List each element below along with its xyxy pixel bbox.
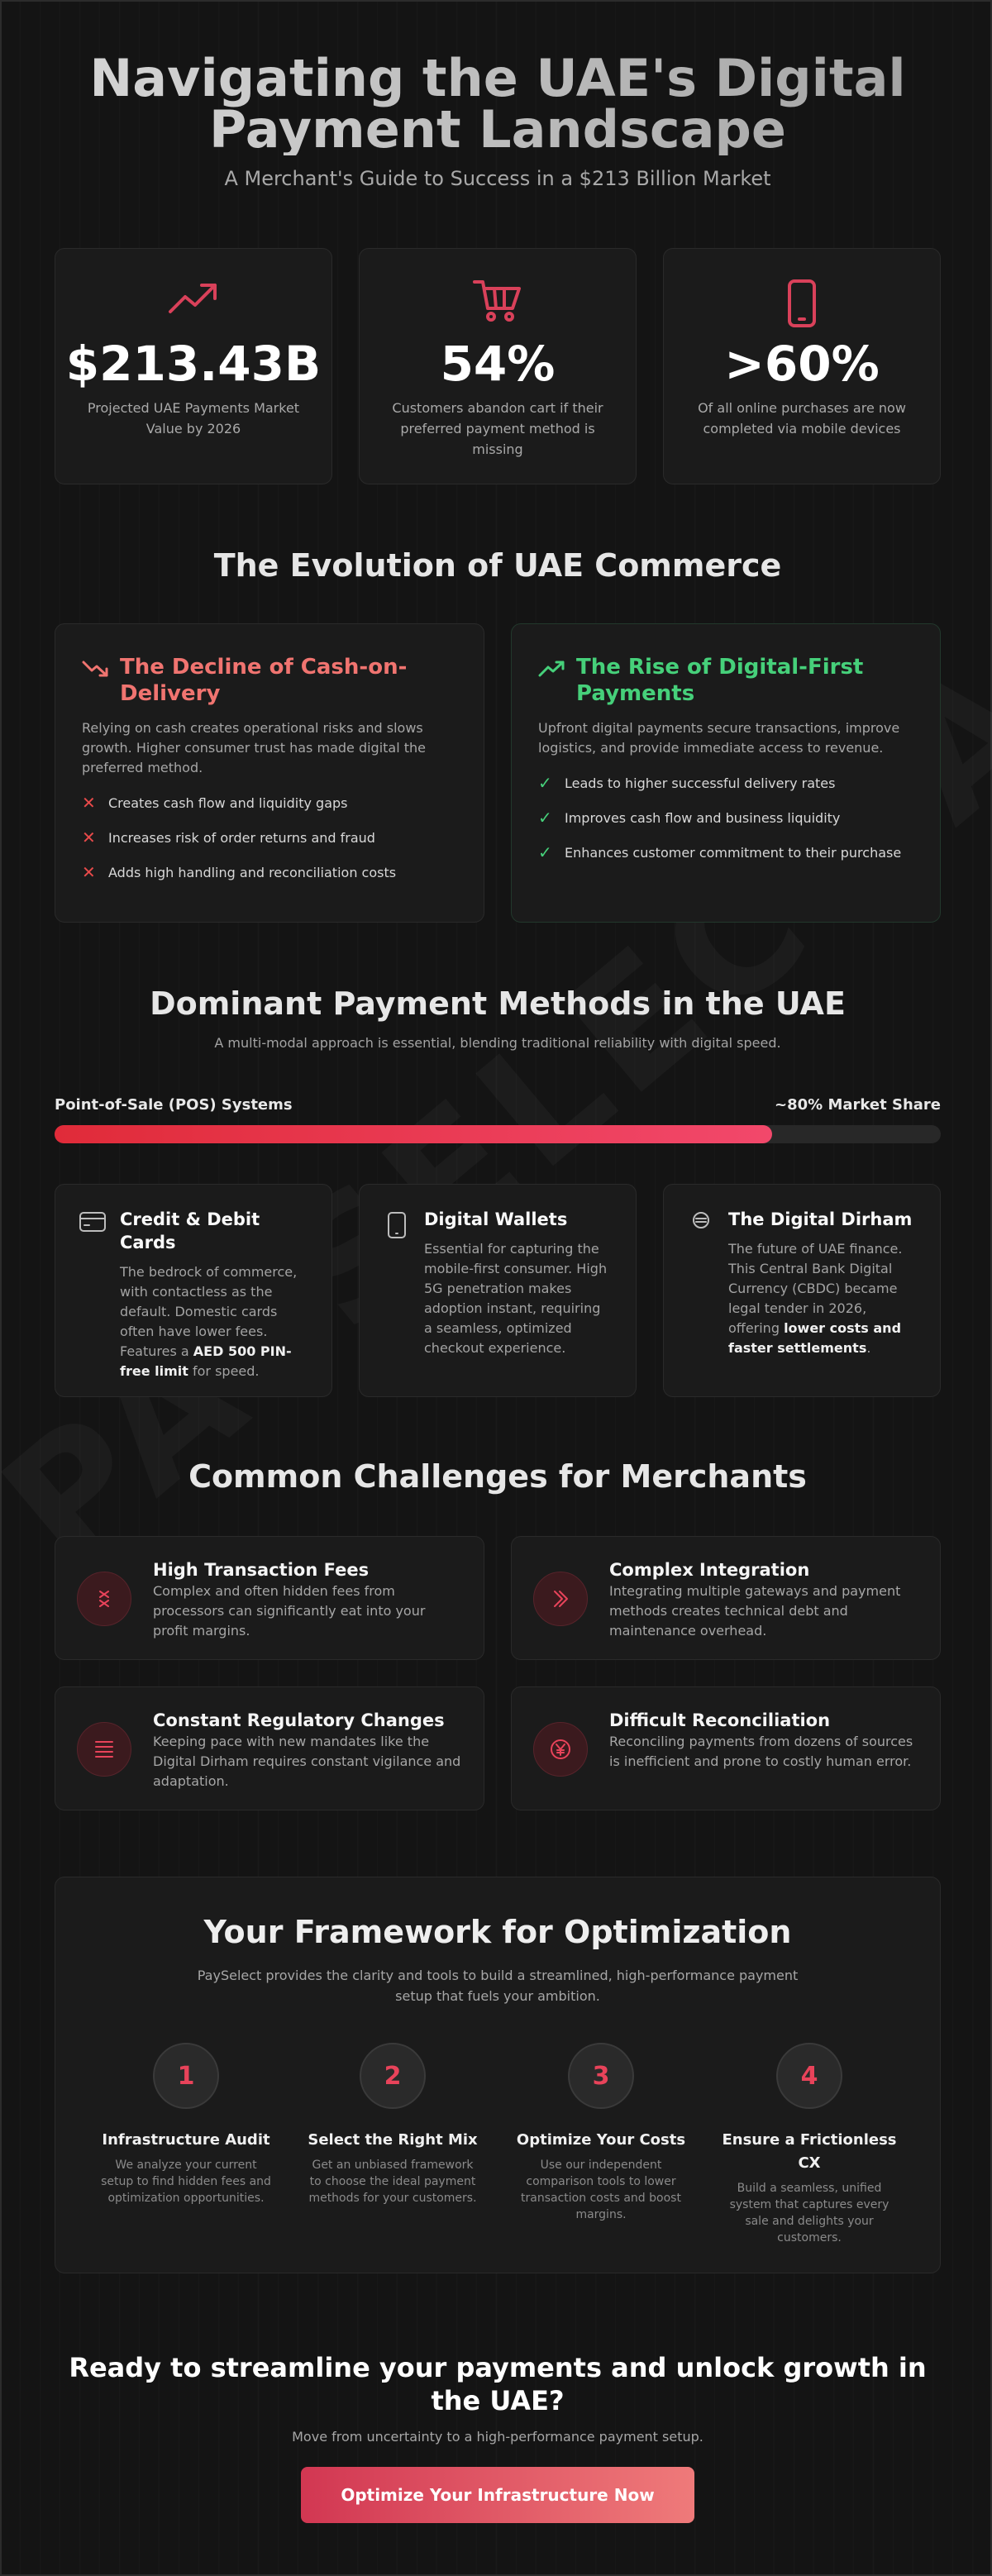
optimize-infrastructure-button[interactable]: Optimize Your Infrastructure Now (301, 2467, 694, 2523)
method-title: Digital Wallets (424, 1209, 568, 1229)
challenge-title: Difficult Reconciliation (609, 1710, 831, 1730)
challenge-title: High Transaction Fees (153, 1560, 370, 1580)
method-card-wallets (359, 1184, 637, 1397)
cta-section (55, 2351, 941, 2445)
pos-share-label: ~80% Market Share (775, 1096, 941, 1114)
evolution-section (55, 547, 941, 584)
stat-value: 54% (440, 336, 556, 392)
method-card-cards (55, 1184, 332, 1397)
method-description: The future of UAE finance. This Central Bank Digital Currency (CBDC) became legal tender in 2026, offering lower costs and faster settlements. (728, 1241, 903, 1356)
pos-share-fill (55, 1125, 772, 1143)
challenge-card-reconciliation (511, 1686, 941, 1810)
shopping-cart-icon (473, 279, 522, 327)
pos-share-bar (55, 1125, 941, 1143)
fees-x-icon (77, 1572, 131, 1626)
framework-subtitle: PaySelect provides the clarity and tools to build a streamlined, high-performance payment setup that fuels your ambition. (197, 1968, 799, 2004)
stat-label: Projected UAE Payments Market Value by 2026 (87, 400, 300, 436)
reconciliation-coin-icon (533, 1722, 588, 1777)
challenge-card-regulatory (55, 1686, 484, 1810)
list-item-text: Improves cash flow and business liquidity (565, 809, 841, 826)
dirham-coin-icon (687, 1211, 715, 1373)
step-description: Get an unbiased framework to choose the ideal payment methods for your customers. (308, 2159, 477, 2205)
integration-chevrons-icon (533, 1572, 588, 1626)
trending-up-icon (167, 279, 220, 322)
list-item-text: Adds high handling and reconciliation costs (108, 864, 397, 880)
step-number: 1 (153, 2043, 219, 2109)
stat-card-cart-abandon (359, 248, 637, 484)
step-title: Optimize Your Costs (516, 2131, 686, 2149)
challenge-description: Complex and often hidden fees from processors can significantly eat into your profit margins. (153, 1583, 426, 1639)
cta-title: Ready to streamline your payments and unlock growth in the UAE? (69, 2352, 927, 2416)
stat-value: $213.43B (65, 336, 322, 392)
smartphone-icon (383, 1211, 411, 1373)
method-card-dirham (663, 1184, 941, 1397)
check-mark-icon: ✓ (538, 842, 552, 862)
step-title: Select the Right Mix (308, 2131, 478, 2149)
step-2 (300, 2043, 485, 2206)
hero (55, 48, 941, 190)
x-mark-icon: ✕ (82, 862, 96, 882)
step-title: Ensure a Frictionless CX (722, 2131, 897, 2172)
step-number: 2 (360, 2043, 426, 2109)
list-item (82, 793, 457, 813)
cta-subtitle: Move from uncertainty to a high-performance payment setup. (292, 2429, 703, 2445)
hero-title-line1: Navigating the UAE's Digital (89, 48, 906, 108)
challenge-card-fees (55, 1536, 484, 1660)
list-item-text: Creates cash flow and liquidity gaps (108, 794, 348, 811)
methods-section (55, 985, 941, 1051)
method-title: Credit & Debit Cards (120, 1209, 260, 1252)
step-number: 4 (776, 2043, 842, 2109)
rise-list (538, 773, 913, 862)
cod-decline-card (55, 623, 484, 923)
step-1 (93, 2043, 279, 2206)
list-item (82, 862, 457, 882)
list-item (538, 842, 913, 862)
stat-card-market-value (55, 248, 332, 484)
method-description: Essential for capturing the mobile-first consumer. High 5G penetration makes adoption instant, requiring a seamless, optimized checkout experience. (424, 1241, 608, 1356)
card-title: The Decline of Cash-on-Delivery (120, 655, 408, 706)
pos-label-row (55, 1096, 941, 1114)
stat-label: Customers abandon cart if their preferred payment method is missing (392, 400, 603, 457)
challenges-section (55, 1458, 941, 1495)
step-number: 3 (568, 2043, 634, 2109)
x-mark-icon: ✕ (82, 828, 96, 847)
hero-subtitle: A Merchant's Guide to Success in a $213 Billion Market (224, 167, 771, 190)
list-item (538, 808, 913, 828)
check-mark-icon: ✓ (538, 773, 552, 793)
card-description: Upfront digital payments secure transactions, improve logistics, and provide immediate access to revenue. (538, 720, 900, 756)
step-description: We analyze your current setup to find hidden fees and optimization opportunities. (101, 2159, 271, 2205)
challenge-card-integration (511, 1536, 941, 1660)
list-item-text: Enhances customer commitment to their purchase (565, 844, 902, 861)
hero-title-line2: Payment Landscape (209, 99, 786, 160)
list-item-text: Leads to higher successful delivery rates (565, 775, 836, 791)
digital-rise-card (511, 623, 941, 923)
trending-up-icon (538, 659, 565, 682)
step-title: Infrastructure Audit (102, 2131, 270, 2149)
section-subtitle: A multi-modal approach is essential, blending traditional reliability with digital speed. (214, 1035, 781, 1051)
card-title: The Rise of Digital-First Payments (576, 655, 864, 706)
challenge-description: Integrating multiple gateways and payment methods creates technical debt and maintenance overhead. (609, 1583, 901, 1639)
section-heading: Common Challenges for Merchants (188, 1458, 807, 1495)
list-item (538, 773, 913, 793)
pos-label: Point-of-Sale (POS) Systems (55, 1096, 293, 1114)
challenge-description: Reconciling payments from dozens of sources is inefficient and prone to costly human error. (609, 1734, 913, 1769)
framework-panel (55, 1877, 941, 2273)
check-mark-icon: ✓ (538, 808, 552, 828)
section-heading: The Evolution of UAE Commerce (213, 547, 782, 584)
regulation-lines-icon (77, 1722, 131, 1777)
method-description: The bedrock of commerce, with contactless as the default. Domestic cards often have lower fees. Features a AED 500 PIN-free limit for speed. (120, 1264, 298, 1379)
stat-label: Of all online purchases are now completed via mobile devices (698, 400, 906, 436)
section-heading: Dominant Payment Methods in the UAE (150, 985, 846, 1022)
challenge-description: Keeping pace with new mandates like the Digital Dirham requires constant vigilance and adaptation. (153, 1734, 461, 1789)
list-item (82, 828, 457, 847)
stat-card-mobile (663, 248, 941, 484)
decline-list (82, 793, 457, 882)
framework-heading: Your Framework for Optimization (203, 1914, 792, 1950)
trending-down-icon (82, 659, 108, 682)
challenge-title: Complex Integration (609, 1560, 810, 1580)
challenge-title: Constant Regulatory Changes (153, 1710, 445, 1730)
step-3 (508, 2043, 694, 2223)
stat-value: >60% (724, 336, 880, 392)
step-description: Use our independent comparison tools to lower transaction costs and boost margins. (521, 2159, 681, 2221)
x-mark-icon: ✕ (82, 793, 96, 813)
credit-card-icon (79, 1211, 107, 1373)
mobile-phone-icon (785, 279, 818, 332)
step-4 (717, 2043, 902, 2246)
list-item-text: Increases risk of order returns and fraud (108, 829, 375, 846)
method-title: The Digital Dirham (728, 1209, 913, 1229)
page (2, 2, 992, 2576)
step-description: Build a seamless, unified system that captures every sale and delights your customers. (729, 2182, 889, 2244)
card-description: Relying on cash creates operational risks and slows growth. Higher consumer trust has made digital the preferred method. (82, 720, 427, 775)
hero-title (55, 48, 941, 160)
